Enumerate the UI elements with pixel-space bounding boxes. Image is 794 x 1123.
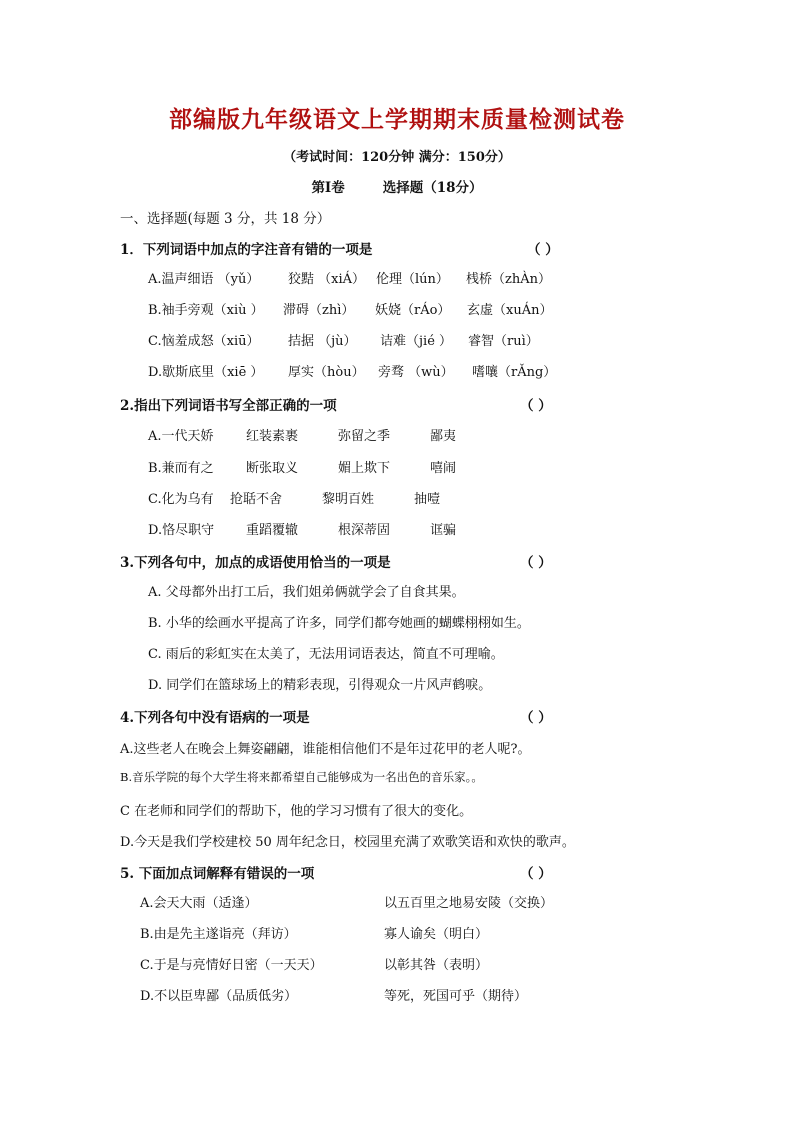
q2-option-a: A.一代天娇 红装素裹 弥留之季 鄙夷 bbox=[148, 429, 457, 444]
q4-option-a: A.这些老人在晚会上舞姿翩翩，谁能相信他们不是年过花甲的老人呢?。 bbox=[120, 742, 531, 757]
question-2-stem: 2.指出下列词语书写全部正确的一项 bbox=[120, 398, 337, 414]
question-1-stem: 1．下列词语中加点的字注音有错的一项是 bbox=[120, 242, 373, 258]
q3-option-a: A. 父母都外出打工后，我们姐弟俩就学会了自食其果。 bbox=[148, 585, 465, 600]
q3-option-c: C. 雨后的彩虹实在太美了，无法用词语表达，简直不可理喻。 bbox=[148, 647, 504, 662]
q1-option-c: C.恼羞成怒（xiū） 拮据 （jù） 诘难（jié ） 睿智（ruì） bbox=[148, 334, 539, 349]
q2-option-d: D.恪尽职守 重蹈覆辙 根深蒂固 诓骗 bbox=[148, 523, 457, 538]
part-label: 第Ⅰ卷 bbox=[311, 180, 345, 196]
q1-option-a: A.温声细语 （yǔ） 狡黠 （xiÁ） 伦理（lún） 桟桥（zhÀn） bbox=[148, 272, 551, 287]
q4-option-d: D.今天是我们学校建校 50 周年纪念日，校园里充满了欢歌笑语和欢快的歌声。 bbox=[120, 835, 575, 850]
q5-option-c-left: C.于是与亮情好日密（一天天） bbox=[140, 958, 323, 973]
answer-paren: （ ） bbox=[520, 710, 552, 726]
answer-paren: （ ） bbox=[520, 555, 552, 571]
q1-option-d: D.歇斯底里（xiē ） 厚实（hòu） 旁骛 （wù） 嗜嚷（rǍng） bbox=[148, 365, 557, 380]
question-5-stem: 5. 下面加点词解释有错误的一项 bbox=[120, 866, 315, 882]
q1-option-b: B.袖手旁观（xiù ） 滞碍（zhì） 妖娆（rÁo） 玄虚（xuÁn） bbox=[148, 303, 553, 318]
part-heading bbox=[0, 176, 794, 196]
question-4-stem: 4.下列各句中没有语病的一项是 bbox=[120, 710, 310, 726]
answer-paren: （ ） bbox=[520, 866, 552, 882]
q5-option-d-right: 等死，死国可乎（期待） bbox=[384, 989, 528, 1004]
part-name: 选择题（18分） bbox=[382, 180, 483, 196]
q2-option-c: C.化为乌有 抢聒不舍 黎明百姓 抽噎 bbox=[148, 492, 441, 507]
exam-info: （考试时间：120分钟 满分：150分） bbox=[283, 150, 511, 165]
question-3-stem: 3.下列各句中，加点的成语使用恰当的一项是 bbox=[120, 555, 391, 571]
q5-option-b-left: B.由是先主遂诣亮（拜访） bbox=[140, 927, 297, 942]
q3-option-d: D. 同学们在篮球场上的精彩表现，引得观众一片风声鹤唳。 bbox=[148, 678, 492, 693]
q4-option-c: C 在老师和同学们的帮助下，他的学习习惯有了很大的变化。 bbox=[120, 804, 473, 819]
q5-option-d-left: D.不以臣卑鄙（品质低劣） bbox=[140, 989, 298, 1004]
q4-option-b: B.音乐学院的每个大学生将来都希望自己能够成为一名出色的音乐家。。 bbox=[120, 770, 483, 784]
answer-paren: （ ） bbox=[527, 242, 559, 258]
q2-option-b: B.兼而有之 断张取义 媚上欺下 嘻闹 bbox=[148, 461, 457, 476]
section-heading: 一、选择题(每题 3 分，共 18 分） bbox=[120, 211, 331, 227]
q5-option-c-right: 以彰其咎（表明） bbox=[384, 958, 489, 973]
q5-option-b-right: 寡人谕矣（明白） bbox=[384, 927, 489, 942]
q5-option-a-left: A.会天大雨（适逢） bbox=[140, 896, 258, 911]
q5-option-a-right: 以五百里之地易安陵（交换） bbox=[384, 896, 554, 911]
page-title: 部编版九年级语文上学期期末质量检测试卷 bbox=[169, 106, 625, 133]
answer-paren: （ ） bbox=[520, 398, 552, 414]
q3-option-b: B. 小华的绘画水平提高了许多，同学们都夸她画的蝴蝶栩栩如生。 bbox=[148, 616, 530, 631]
